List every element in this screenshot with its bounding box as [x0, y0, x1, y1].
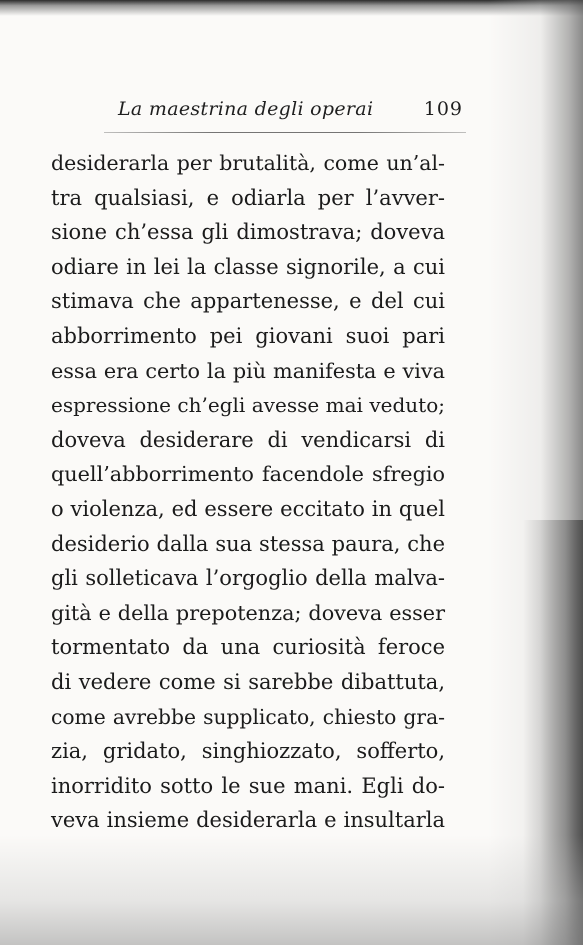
text-line: gità e della prepotenza; doveva esser [51, 600, 445, 625]
text-line: tra qualsiasi, e odiarla per l’avver- [51, 185, 445, 210]
text-line: abborrimento pei giovani suoi pari [51, 323, 445, 348]
text-line: tormentato da una curiosità feroce [51, 635, 445, 660]
text-line: sione ch’essa gli dimostrava; doveva [51, 220, 445, 245]
text-line: quell’abborrimento facendole sfregio [51, 462, 445, 487]
text-line: gli solleticava l’orgoglio della malva- [51, 566, 445, 591]
body-text [51, 146, 445, 838]
page-bottom-shadow [0, 835, 583, 945]
text-line: stimava che appartenesse, e del cui [51, 289, 445, 314]
text-line: desiderio dalla sua stessa paura, che [51, 531, 445, 556]
text-line: doveva desiderare di vendicarsi di [51, 427, 445, 452]
text-line: essa era certo la più manifesta e viva [51, 358, 445, 383]
text-line: espressione ch’egli avesse mai veduto; [51, 393, 445, 418]
header-rule [104, 132, 466, 133]
text-line: o violenza, ed essere eccitato in quel [51, 496, 445, 521]
text-line: di vedere come si sarebbe dibattuta, [51, 669, 445, 694]
text-line: desiderarla per brutalità, come un’al- [51, 151, 445, 175]
text-line: zia, gridato, singhiozzato, sofferto, [51, 739, 445, 764]
text-line: come avrebbe supplicato, chiesto gra- [51, 704, 445, 729]
text-line: inorridito sotto le sue mani. Egli do- [51, 773, 445, 798]
text-line: odiare in lei la classe signorile, a cui [51, 254, 445, 279]
page-header [118, 95, 463, 127]
running-title: La maestrina degli operai [118, 98, 374, 120]
page-number: 109 [423, 98, 463, 120]
text-line: veva insieme desiderarla e insultarla [51, 808, 445, 833]
